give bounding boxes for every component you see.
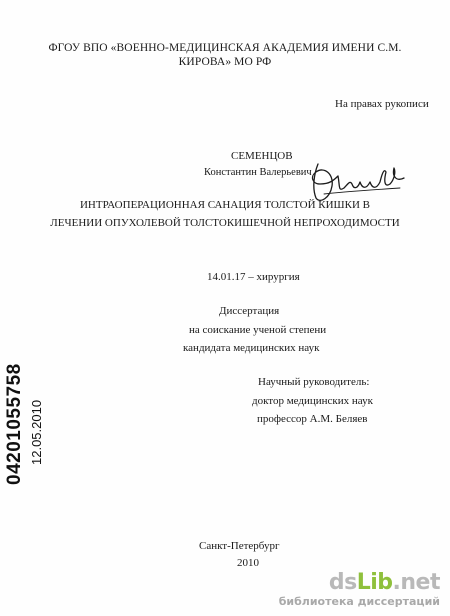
specialty: 14.01.17 – хирургия <box>207 271 300 283</box>
thesis-title-line-2: ЛЕЧЕНИИ ОПУХОЛЕВОЙ ТОЛСТОКИШЕЧНОЙ НЕПРОХОДИМОСТИ <box>50 217 400 229</box>
organization-line-1: ФГОУ ВПО «ВОЕННО-МЕДИЦИНСКАЯ АКАДЕМИЯ ИМЕНИ С.М. <box>48 42 402 54</box>
rights-note: На правах рукописи <box>335 98 429 110</box>
organization-line-2: КИРОВА» МО РФ <box>178 56 272 68</box>
watermark-subtitle: библиотека диссертаций <box>278 595 440 608</box>
supervisor-degree: доктор медицинских наук <box>252 395 373 407</box>
watermark-logo <box>279 571 440 595</box>
author-surname: СЕМЕНЦОВ <box>231 150 293 162</box>
watermark-logo-prefix: ds <box>328 570 357 595</box>
supervisor-label: Научный руководитель: <box>258 376 370 388</box>
work-type-line-1: Диссертация <box>219 305 280 317</box>
watermark-logo-accent: Lib <box>356 570 393 595</box>
author-name: Константин Валерьевич <box>204 167 312 178</box>
supervisor-name: профессор А.М. Беляев <box>257 413 368 425</box>
thesis-title-line-1: ИНТРАОПЕРАЦИОННАЯ САНАЦИЯ ТОЛСТОЙ КИШКИ В <box>79 199 371 211</box>
watermark-logo-suffix: .net <box>392 570 440 595</box>
dslib-watermark <box>279 571 440 608</box>
work-type-line-2: на соискание ученой степени <box>189 324 327 336</box>
year: 2010 <box>237 557 259 569</box>
registration-date-stamp: 12.05.2010 <box>29 399 44 465</box>
work-type-line-3: кандидата медицинских наук <box>183 342 320 354</box>
city: Санкт-Петербург <box>199 540 280 552</box>
registration-number-stamp: 04201055758 <box>4 363 25 485</box>
